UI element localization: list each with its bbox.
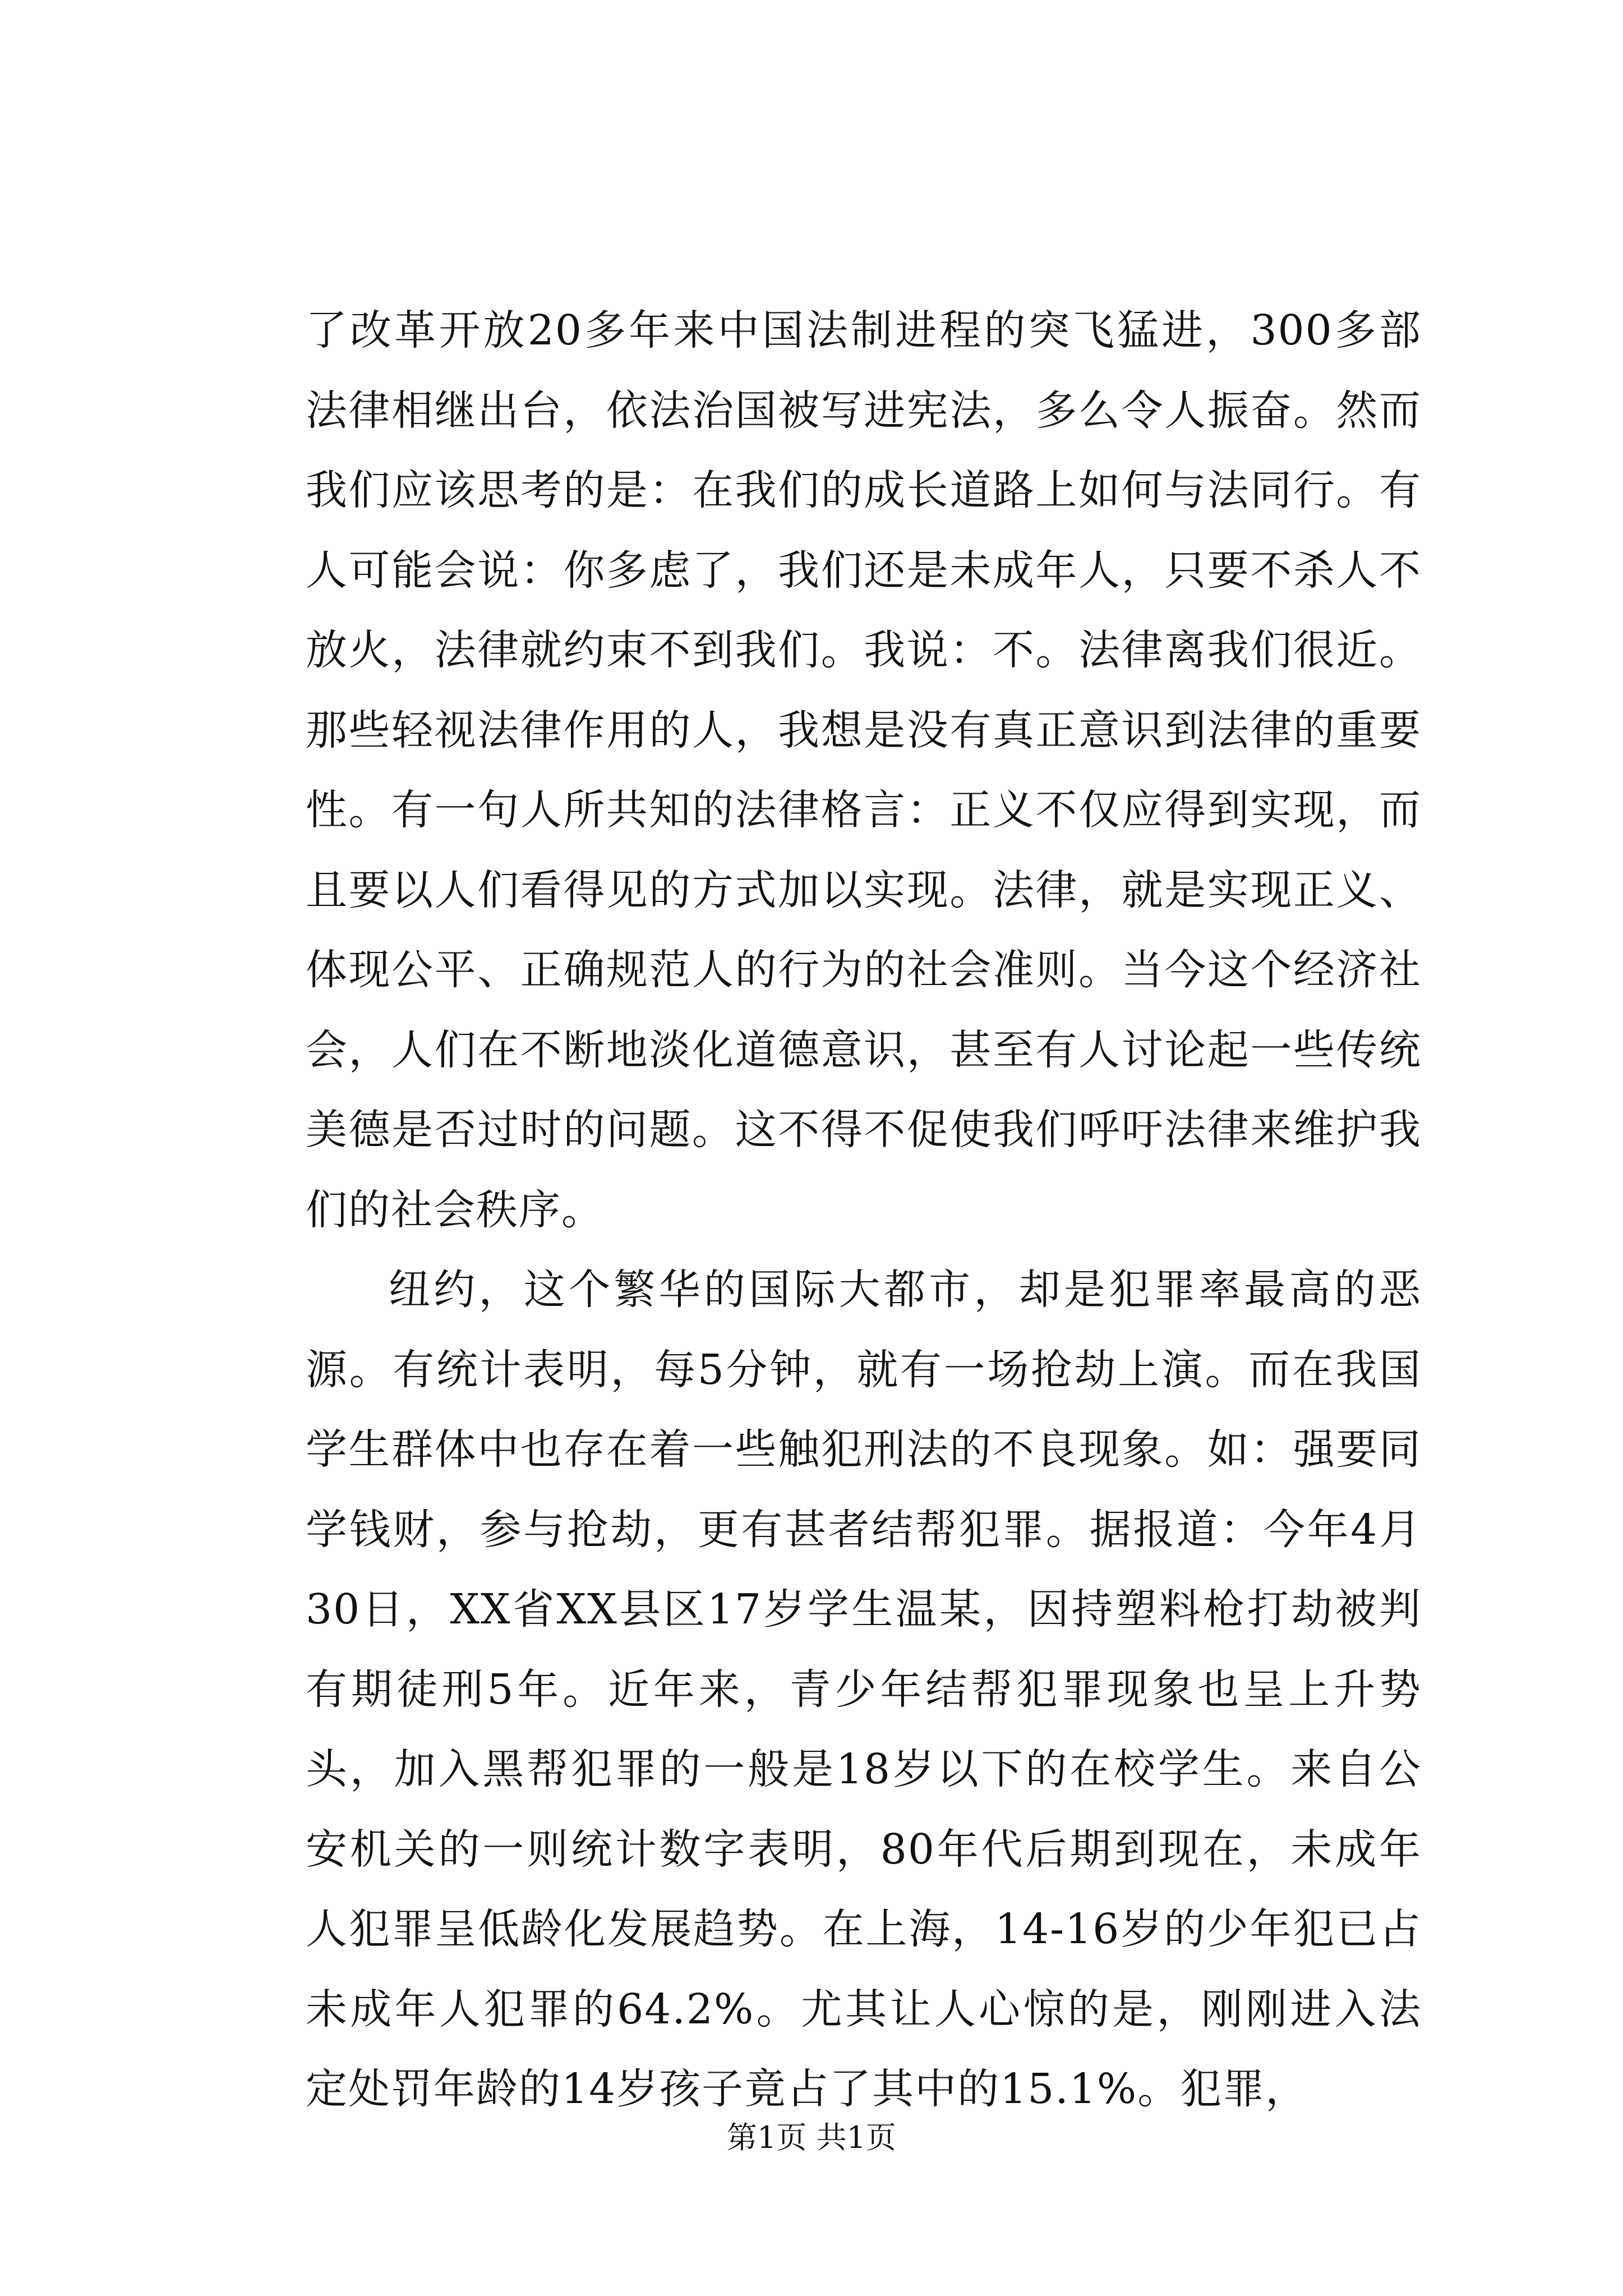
paragraph-2: 纽约，这个繁华的国际大都市，却是犯罪率最高的恶源。有统计表明，每5分钟，就有一场抢劫上演。而在我国学生群体中也存在着一些触犯刑法的不良现象。如：强要同学钱财，参与抢劫，更有甚者结帮犯罪。据报道：今年4月30日，XX省XX县区17岁学生温某，因持塑料枪打劫被判有期徒刑5年。近年来，青少年结帮犯罪现象也呈上升势头，加入黑帮犯罪的一般是18岁以下的在校学生。来自公安机关的一则统计数字表明，80年代后期到现在，未成年人犯罪呈低龄化发展趋势。在上海，14-16岁的少年犯已占未成年人犯罪的64.2%。尤其让人心惊的是，刚刚进入法定处罚年龄的14岁孩子竟占了其中的15.1%。犯罪， bbox=[306, 1266, 1422, 2113]
page-footer: 第1页 共1页 bbox=[727, 2120, 896, 2155]
document-body bbox=[306, 291, 1422, 2129]
paragraph-1: 了改革开放20多年来中国法制进程的突飞猛进，300多部法律相继出台，依法治国被写进宪法，多么令人振奋。然而我们应该思考的是：在我们的成长道路上如何与法同行。有人可能会说：你多虑了，我们还是未成年人，只要不杀人不放火，法律就约束不到我们。我说：不。法律离我们很近。那些轻视法律作用的人，我想是没有真正意识到法律的重要性。有一句人所共知的法律格言：正义不仅应得到实现，而且要以人们看得见的方式加以实现。法律，就是实现正义、体现公平、正确规范人的行为的社会准则。当今这个经济社会，人们在不断地淡化道德意识，甚至有人讨论起一些传统美德是否过时的问题。这不得不促使我们呼吁法律来维护我们的社会秩序。 bbox=[306, 306, 1422, 1234]
